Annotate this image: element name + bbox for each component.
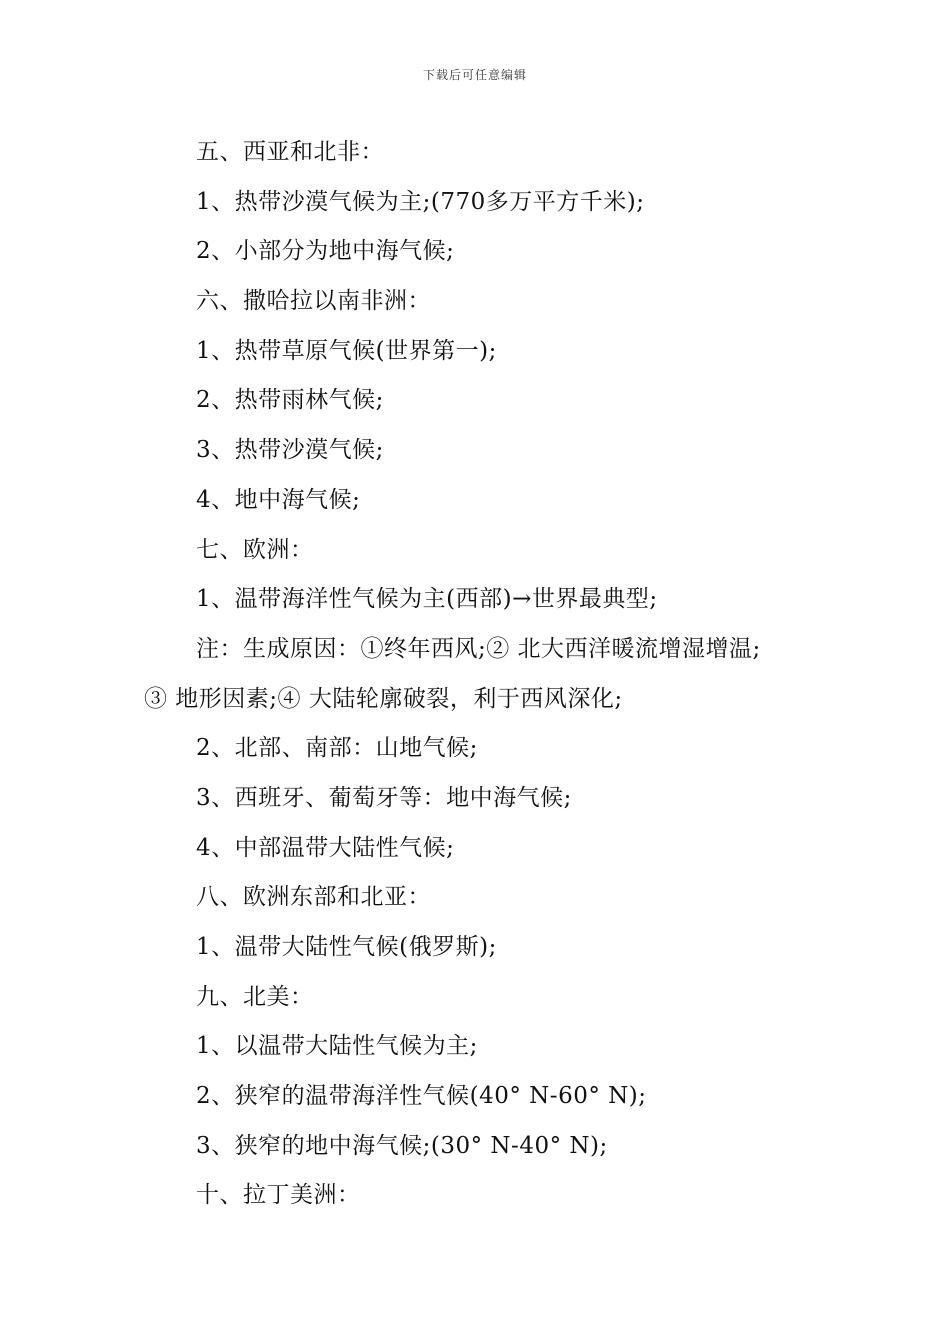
note-line: 注：生成原因：①终年西风;② 北大西洋暖流增湿增温;: [196, 635, 761, 662]
section-heading: 九、北美：: [196, 983, 314, 1010]
section-heading: 六、撒哈拉以南非洲：: [196, 288, 431, 315]
list-item: 2、狭窄的温带海洋性气候(40° N-60° N);: [196, 1083, 647, 1110]
list-item: 1、温带大陆性气候(俄罗斯);: [196, 934, 497, 960]
list-item: 3、狭窄的地中海气候;(30° N-40° N);: [196, 1132, 608, 1159]
list-item: 1、热带草原气候(世界第一);: [196, 337, 497, 364]
list-item: 1、热带沙漠气候为主;(770多万平方千米);: [196, 188, 645, 215]
note-line-continued: ③ 地形因素;④ 大陆轮廓破裂，利于西风深化;: [144, 685, 623, 712]
page-header: 下载后可任意编辑: [422, 68, 527, 82]
list-item: 4、中部温带大陆性气候;: [196, 834, 455, 861]
section-heading: 八、欧洲东部和北亚：: [196, 884, 431, 911]
list-item: 3、热带沙漠气候;: [196, 437, 384, 464]
section-heading: 七、欧洲：: [196, 536, 314, 563]
list-item: 2、北部、南部：山地气候;: [196, 735, 478, 762]
list-item: 2、小部分为地中海气候;: [196, 238, 455, 265]
list-item: 2、热带雨林气候;: [196, 387, 384, 414]
section-heading: 十、拉丁美洲：: [196, 1182, 361, 1209]
document-body: [144, 128, 834, 1221]
section-heading: 五、西亚和北非：: [196, 139, 384, 165]
list-item: 3、西班牙、葡萄牙等：地中海气候;: [196, 784, 572, 811]
list-item: 1、温带海洋性气候为主(西部)→世界最典型;: [196, 586, 658, 613]
list-item: 1、以温带大陆性气候为主;: [196, 1033, 478, 1060]
list-item: 4、地中海气候;: [196, 486, 361, 513]
